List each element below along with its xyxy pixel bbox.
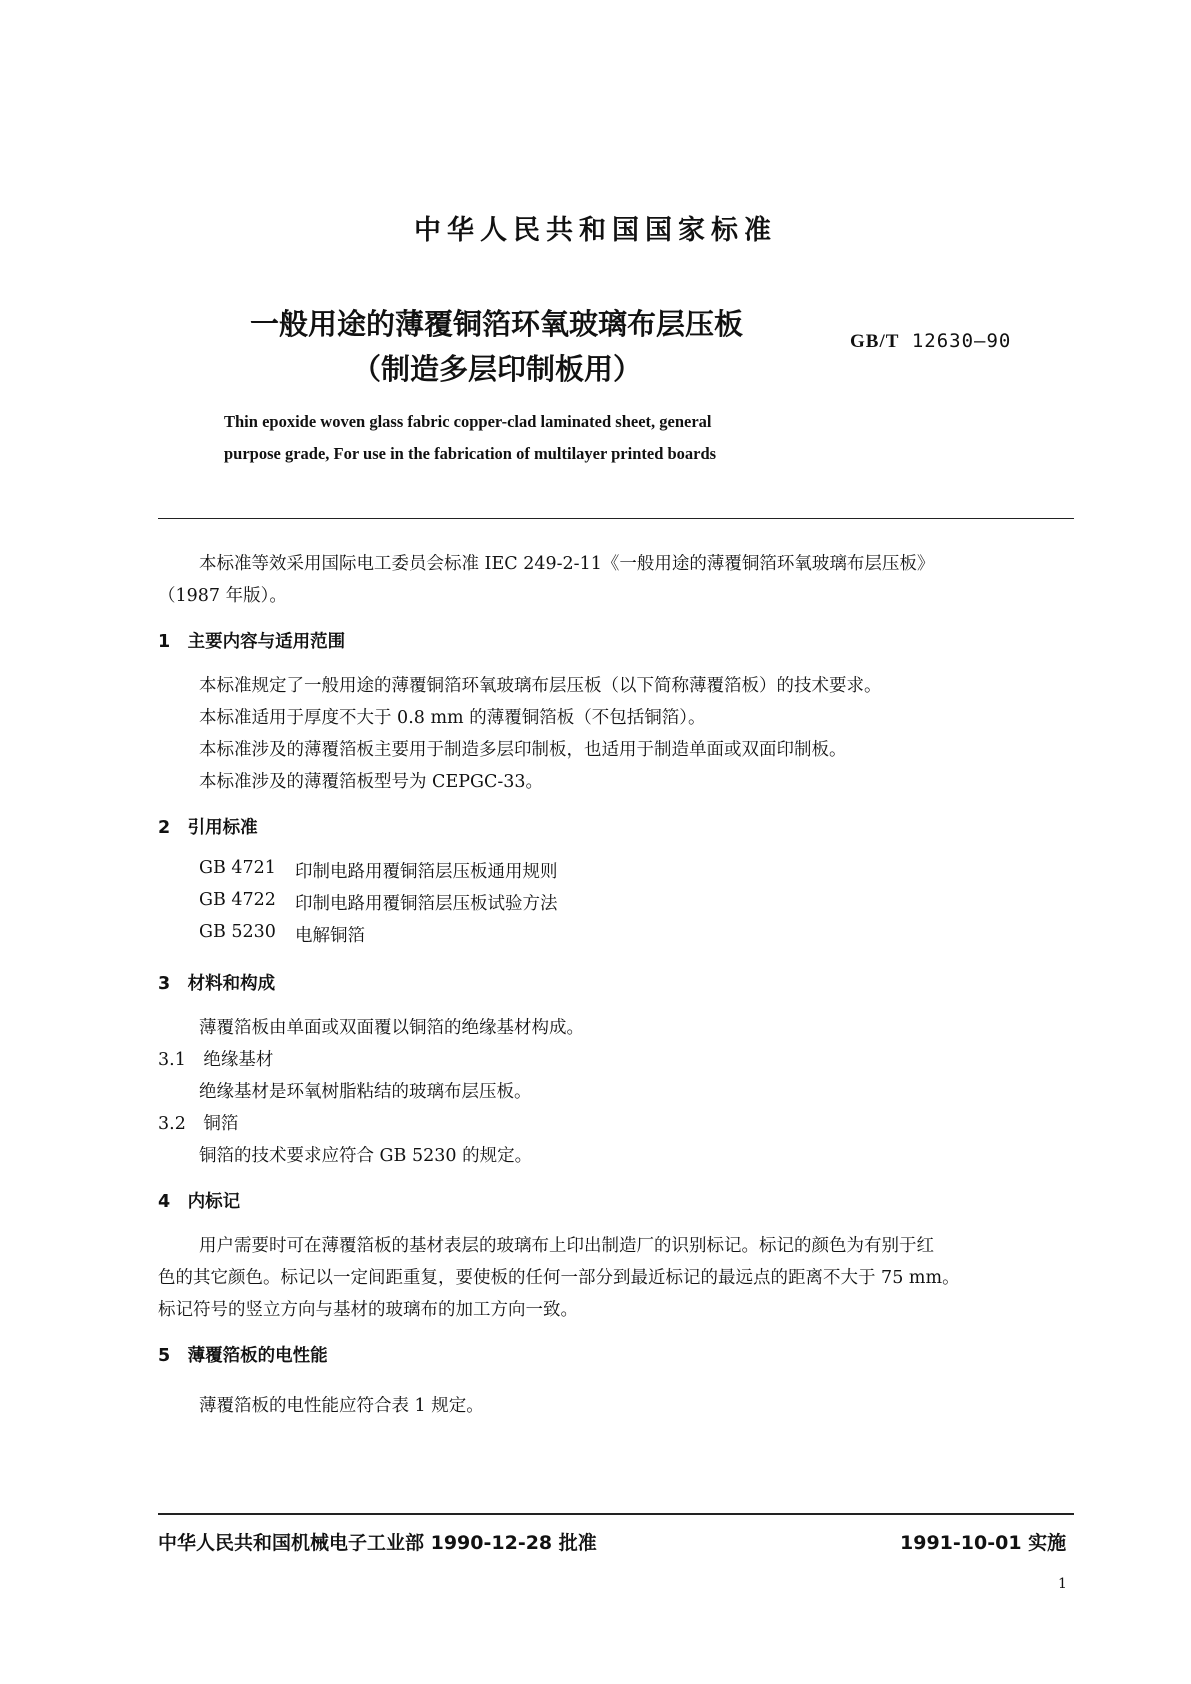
english-title-line-2: purpose grade, For use in the fabrication of multilayer printed boards [224,444,717,463]
section-3-2-text: 铜箔的技术要求应符合 GB 5230 的规定。 [199,1146,533,1166]
section-1-line: 本标准涉及的薄覆箔板型号为 CEPGC-33。 [199,772,544,792]
reference-title: 电解铜箔 [295,926,365,946]
national-standard-label: 中华人民共和国国家标准 [414,215,777,246]
title-line-2: （制造多层印制板用） [352,352,643,386]
implementation-date: 1991-10-01 实施 [900,1532,1067,1554]
title-line-1: 一般用途的薄覆铜箔环氧玻璃布层压板 [250,307,744,341]
section-5-heading: 5 薄覆箔板的电性能 [158,1346,328,1366]
reference-code: GB 4722 [199,890,276,910]
header-divider [158,518,1074,519]
section-4-line: 标记符号的竖立方向与基材的玻璃布的加工方向一致。 [158,1300,578,1320]
section-5-line: 薄覆箔板的电性能应符合表 1 规定。 [199,1396,484,1416]
section-4-line: 用户需要时可在薄覆箔板的基材表层的玻璃布上印出制造厂的识别标记。标记的颜色为有别于红 [199,1236,934,1256]
reference-code: GB 4721 [199,858,276,878]
section-2-heading: 2 引用标准 [158,818,258,838]
page-number: 1 [1058,1576,1067,1592]
english-title-line-1: Thin epoxide woven glass fabric copper-clad laminated sheet, general [224,412,712,431]
intro-line-1: 本标准等效采用国际电工委员会标准 IEC 249-2-11《一般用途的薄覆铜箔环氧玻璃布层压板》 [199,554,935,574]
section-3-1-text: 绝缘基材是环氧树脂粘结的玻璃布层压板。 [199,1082,532,1102]
reference-title: 印制电路用覆铜箔层压板通用规则 [295,862,558,882]
section-1-line: 本标准适用于厚度不大于 0.8 mm 的薄覆铜箔板（不包括铜箔）。 [199,708,706,728]
section-4-line: 色的其它颜色。标记以一定间距重复，要使板的任何一部分到最近标记的最远点的距离不大于 75 mm。 [158,1268,960,1288]
section-3-1-heading: 3.1 绝缘基材 [158,1050,274,1070]
section-3-line: 薄覆箔板由单面或双面覆以铜箔的绝缘基材构成。 [199,1018,584,1038]
section-3-heading: 3 材料和构成 [158,974,276,994]
standard-code-number: 12630—90 [911,330,1012,352]
footer-divider [158,1513,1074,1517]
reference-code: GB 5230 [199,922,276,942]
section-1-heading: 1 主要内容与适用范围 [158,632,346,652]
reference-title: 印制电路用覆铜箔层压板试验方法 [295,894,558,914]
standard-code [850,330,1011,353]
approval-line: 中华人民共和国机械电子工业部 1990-12-28 批准 [158,1532,597,1554]
section-3-2-heading: 3.2 铜箔 [158,1114,239,1134]
section-1-line: 本标准涉及的薄覆箔板主要用于制造多层印制板，也适用于制造单面或双面印制板。 [199,740,847,760]
section-4-heading: 4 内标记 [158,1192,241,1212]
standard-code-prefix: GB/T [850,331,900,352]
intro-line-2: （1987 年版）。 [158,586,287,606]
section-1-line: 本标准规定了一般用途的薄覆铜箔环氧玻璃布层压板（以下简称薄覆箔板）的技术要求。 [199,676,882,696]
